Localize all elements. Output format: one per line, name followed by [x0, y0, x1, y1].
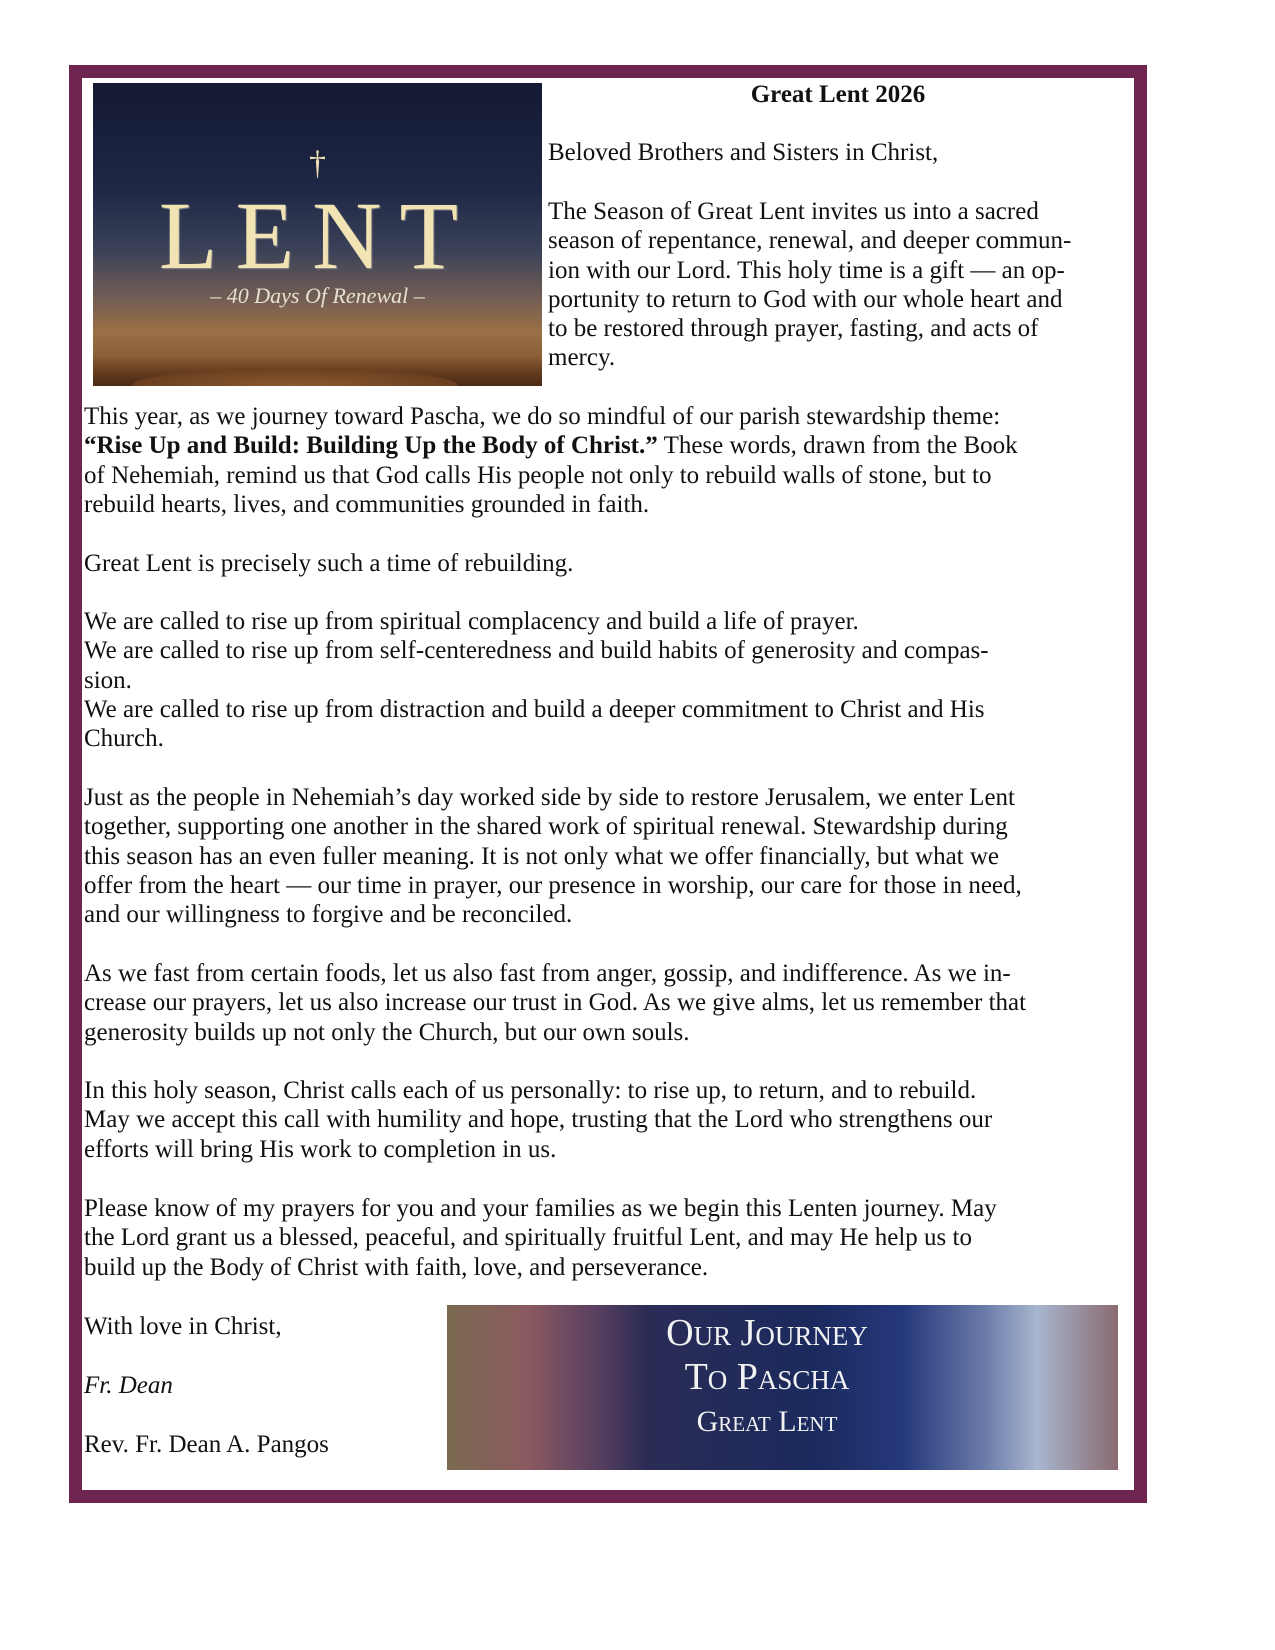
text-line: together, supporting one another in the shared work of spiritual renewal. Stewardship during: [84, 813, 1008, 841]
text-line: of Nehemiah, remind us that God calls His people not only to rebuild walls of stone, but to: [84, 461, 992, 489]
text-line: efforts will bring His work to completion in us.: [84, 1135, 557, 1163]
text-line: mercy.: [548, 344, 616, 372]
rebuilding-paragraph: Great Lent is precisely such a time of rebuilding.: [84, 550, 574, 577]
lent-image-subtitle: – 40 Days Of Renewal –: [210, 283, 425, 308]
text-line: [84, 431, 1018, 460]
text-line: We are called to rise up from distraction and build a deeper commitment to Christ and His: [84, 695, 985, 723]
text-line: rebuild hearts, lives, and communities grounded in faith.: [84, 490, 650, 518]
letter-title: Great Lent 2026: [750, 81, 926, 108]
text-line: ion with our Lord. This holy time is a gift — an op-: [548, 256, 1065, 284]
lent-image-word: LENT: [158, 182, 477, 289]
called-paragraph: [84, 607, 989, 753]
stewardship-theme: “Rise Up and Build: Building Up the Body of Christ.”: [84, 432, 658, 460]
text-line: and our willingness to forgive and be reconciled.: [84, 901, 573, 929]
text-line: Please know of my prayers for you and your families as we begin this Lenten journey. May: [84, 1195, 997, 1222]
cross-icon: †: [309, 145, 326, 182]
banner-line: Our Journey: [666, 1312, 868, 1354]
text-line: We are called to rise up from spiritual complacency and build a life of prayer.: [84, 608, 859, 635]
text-line: season of repentance, renewal, and deeper commun-: [548, 227, 1072, 255]
text-line: the Lord grant us a blessed, peaceful, and spiritually fruitful Lent, and may He help us to: [84, 1224, 972, 1252]
nehemiah-paragraph: [84, 783, 1022, 929]
salutation: Beloved Brothers and Sisters in Christ,: [548, 139, 939, 166]
banner-line: Great Lent: [696, 1405, 838, 1438]
text-line: Church.: [84, 725, 164, 753]
journey-to-pascha-banner: [447, 1305, 1118, 1470]
text-line: build up the Body of Christ with faith, love, and perseverance.: [84, 1253, 709, 1281]
theme-paragraph: [84, 402, 1018, 519]
season-paragraph: [84, 1076, 992, 1164]
text-line: portunity to return to God with our whole heart and: [548, 285, 1063, 313]
text-line: This year, as we journey toward Pascha, we do so mindful of our parish stewardship theme:: [84, 403, 1001, 430]
text-line: As we fast from certain foods, let us also fast from anger, gossip, and indifference. As we in-: [84, 960, 1011, 987]
prayers-paragraph: [84, 1194, 997, 1282]
text-line: to be restored through prayer, fasting, and acts of: [548, 315, 1039, 343]
banner-line: To Pascha: [684, 1356, 850, 1398]
text-line: offer from the heart — our time in prayer, our presence in worship, our care for those in need,: [84, 871, 1022, 899]
text-line: May we accept this call with humility and hope, trusting that the Lord who strengthens our: [84, 1106, 993, 1134]
text-line: crease our prayers, let us also increase our trust in God. As we give alms, let us remember that: [84, 989, 1027, 1017]
text-line: this season has an even fuller meaning. It is not only what we offer financially, but what we: [84, 842, 1000, 870]
fast-paragraph: [84, 959, 1026, 1047]
text-span: These words, drawn from the Book: [657, 432, 1018, 460]
text-line: We are called to rise up from self-centeredness and build habits of generosity and compas-: [84, 637, 989, 665]
text-line: Just as the people in Nehemiah’s day worked side by side to restore Jerusalem, we enter Lent: [84, 784, 1015, 811]
intro-paragraph: [548, 197, 1071, 373]
text-line: The Season of Great Lent invites us into a sacred: [548, 198, 1039, 225]
text-line: generosity builds up not only the Church, but our own souls.: [84, 1018, 690, 1046]
full-name: Rev. Fr. Dean A. Pangos: [84, 1431, 329, 1458]
text-line: In this holy season, Christ calls each of us personally: to rise up, to return, and to rebuild.: [84, 1077, 977, 1104]
text-line: sion.: [84, 666, 132, 694]
signature: Fr. Dean: [84, 1372, 173, 1399]
mountain-silhouette: [93, 336, 542, 386]
lent-image: [93, 83, 542, 386]
closing: With love in Christ,: [84, 1313, 282, 1340]
